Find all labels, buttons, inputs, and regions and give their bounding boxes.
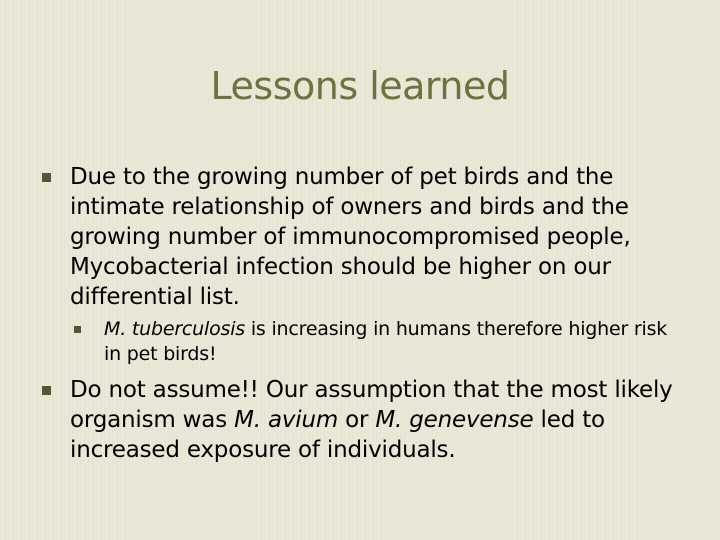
bullet-text: Due to the growing number of pet birds and the intimate relationship of owners and birds and the growing number of immunocompromised people, Mycobacterial infection should be higher on our differential list. xyxy=(70,164,631,310)
slide-title: Lessons learned xyxy=(210,64,510,108)
bullet-text xyxy=(70,375,682,465)
bullet-text-part: led to increased exposure of individuals. xyxy=(70,407,605,463)
sub-bullet-text xyxy=(104,317,674,367)
sub-bullet-item xyxy=(74,317,674,367)
bullet-text-part: or xyxy=(338,407,376,433)
square-bullet-icon xyxy=(74,317,104,367)
species-name: M. avium xyxy=(234,407,339,433)
sub-bullet-body: is increasing in humans therefore higher risk in pet birds! xyxy=(104,318,668,365)
bullet-item xyxy=(42,375,682,465)
bullet-text-part: Do not assume!! Our assumption that the most likely organism was xyxy=(70,377,673,433)
square-bullet-icon xyxy=(42,375,70,465)
species-name: M. tuberculosis xyxy=(104,318,245,340)
square-bullet-icon xyxy=(42,162,70,312)
species-name: M. genevense xyxy=(375,407,534,433)
bullet-item xyxy=(42,162,682,312)
